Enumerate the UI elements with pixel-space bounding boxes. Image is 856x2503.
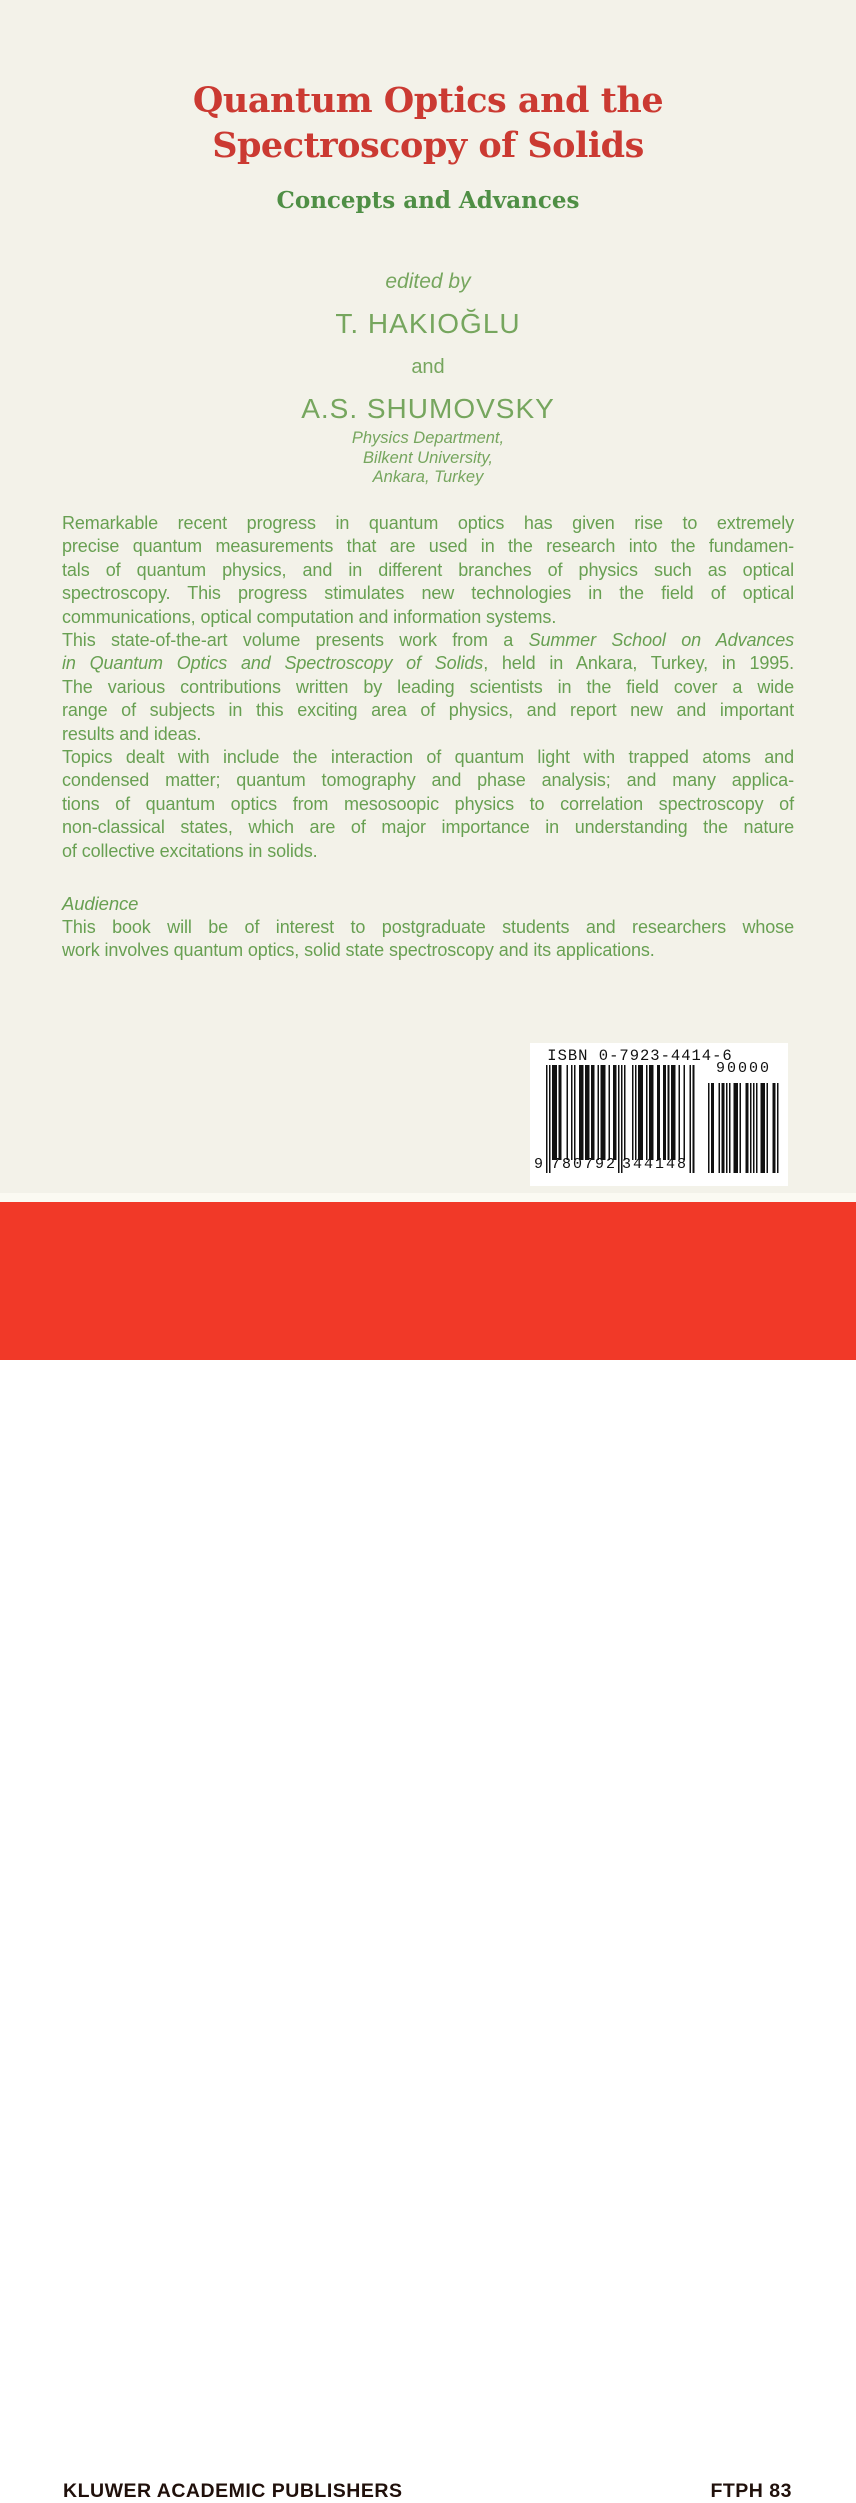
text-line: [62, 916, 794, 939]
editor-name-1: T. HAKIOĞLU: [335, 308, 521, 339]
publisher-band: [0, 1202, 856, 2502]
ean13-digit-group-2: 344148: [622, 1156, 689, 1173]
italic-text-segment: in Quantum Optics and Spectroscopy of Solids: [62, 653, 484, 674]
editor-affiliation: [0, 429, 856, 488]
isbn-barcode-panel: [530, 1043, 788, 1186]
affiliation-line: Bilkent University,: [363, 448, 493, 467]
editor-name-2: A.S. SHUMOVSKY: [301, 393, 555, 424]
ean13-lead-digit: 9: [533, 1156, 545, 1173]
text-segment: This state-of-the-art volume presents work from a: [62, 630, 529, 651]
text-segment: results and ideas.: [62, 723, 202, 744]
text-segment: tions of quantum optics from mesosoopic physics to correlation spectroscopy of: [62, 793, 794, 814]
text-line: [62, 535, 794, 558]
ean13-digit-group-1: 780792: [551, 1156, 618, 1173]
affiliation-line: Ankara, Turkey: [372, 468, 484, 486]
affiliation-line: Physics Department,: [351, 429, 505, 447]
book-title: [0, 78, 856, 168]
text-line: [62, 816, 794, 839]
text-segment: communications, optical computation and information systems.: [62, 606, 557, 627]
text-segment: condensed matter; quantum tomography and phase analysis; and many applica-: [62, 770, 794, 791]
publisher-name: KLUWER ACADEMIC PUBLISHERS: [63, 2480, 403, 2502]
book-title-line2: Spectroscopy of Solids: [212, 125, 644, 166]
band-separator: [0, 1193, 856, 1202]
text-segment: tals of quantum physics, and in different branches of physics such as optical: [62, 559, 794, 580]
supplement-barcode: [708, 1083, 779, 1173]
book-subtitle: Concepts and Advances: [276, 187, 580, 214]
description-paragraphs: [62, 512, 794, 863]
text-segment: Remarkable recent progress in quantum optics has given rise to extremely: [62, 513, 794, 533]
text-line: [62, 629, 794, 652]
text-segment: spectroscopy. This progress stimulates new technologies in the field of optical: [62, 583, 794, 604]
book-title-line1: Quantum Optics and the: [192, 80, 664, 121]
text-line: [62, 793, 794, 816]
text-segment: work involves quantum optics, solid state spectroscopy and its applications.: [62, 939, 655, 960]
text-line: [62, 512, 794, 535]
text-line: [62, 699, 794, 722]
text-line: [62, 652, 794, 675]
text-segment: , held in Ankara, Turkey, in 1995.: [483, 653, 794, 674]
text-line: [62, 676, 794, 699]
text-line: [62, 769, 794, 792]
text-segment: The various contributions written by leading scientists in the field cover a wide: [62, 676, 794, 697]
text-segment: non-classical states, which are of major importance in understanding the nature: [62, 817, 794, 838]
italic-text-segment: Summer School on Advances: [528, 630, 795, 651]
text-segment: precise quantum measurements that are used in the research into the fundamen-: [62, 536, 794, 557]
audience-heading: Audience: [62, 893, 139, 915]
isbn-number: ISBN 0-7923-4414-6: [547, 1047, 733, 1065]
editors-block: [0, 270, 856, 488]
supplement-code: 90000: [715, 1060, 771, 1077]
paragraph: [62, 512, 794, 629]
series-code: FTPH 83: [710, 2480, 792, 2502]
text-line: [62, 746, 794, 769]
back-cover-description: [62, 512, 794, 962]
audience-paragraph: [62, 916, 794, 963]
text-line: [62, 582, 794, 605]
text-segment: range of subjects in this exciting area of physics, and report new and important: [62, 700, 794, 721]
paragraph: [62, 746, 794, 863]
editors-conjunction: and: [411, 356, 445, 378]
text-line: [62, 606, 794, 629]
text-line: [62, 840, 794, 863]
text-segment: Topics dealt with include the interaction of quantum light with trapped atoms and: [62, 747, 794, 768]
text-segment: This book will be of interest to postgraduate students and researchers whose: [62, 916, 794, 937]
paragraph: [62, 629, 794, 746]
text-line: [62, 939, 794, 962]
text-line: [62, 559, 794, 582]
edited-by-label: edited by: [385, 270, 471, 293]
text-line: [62, 723, 794, 746]
text-segment: of collective excitations in solids.: [62, 840, 318, 861]
